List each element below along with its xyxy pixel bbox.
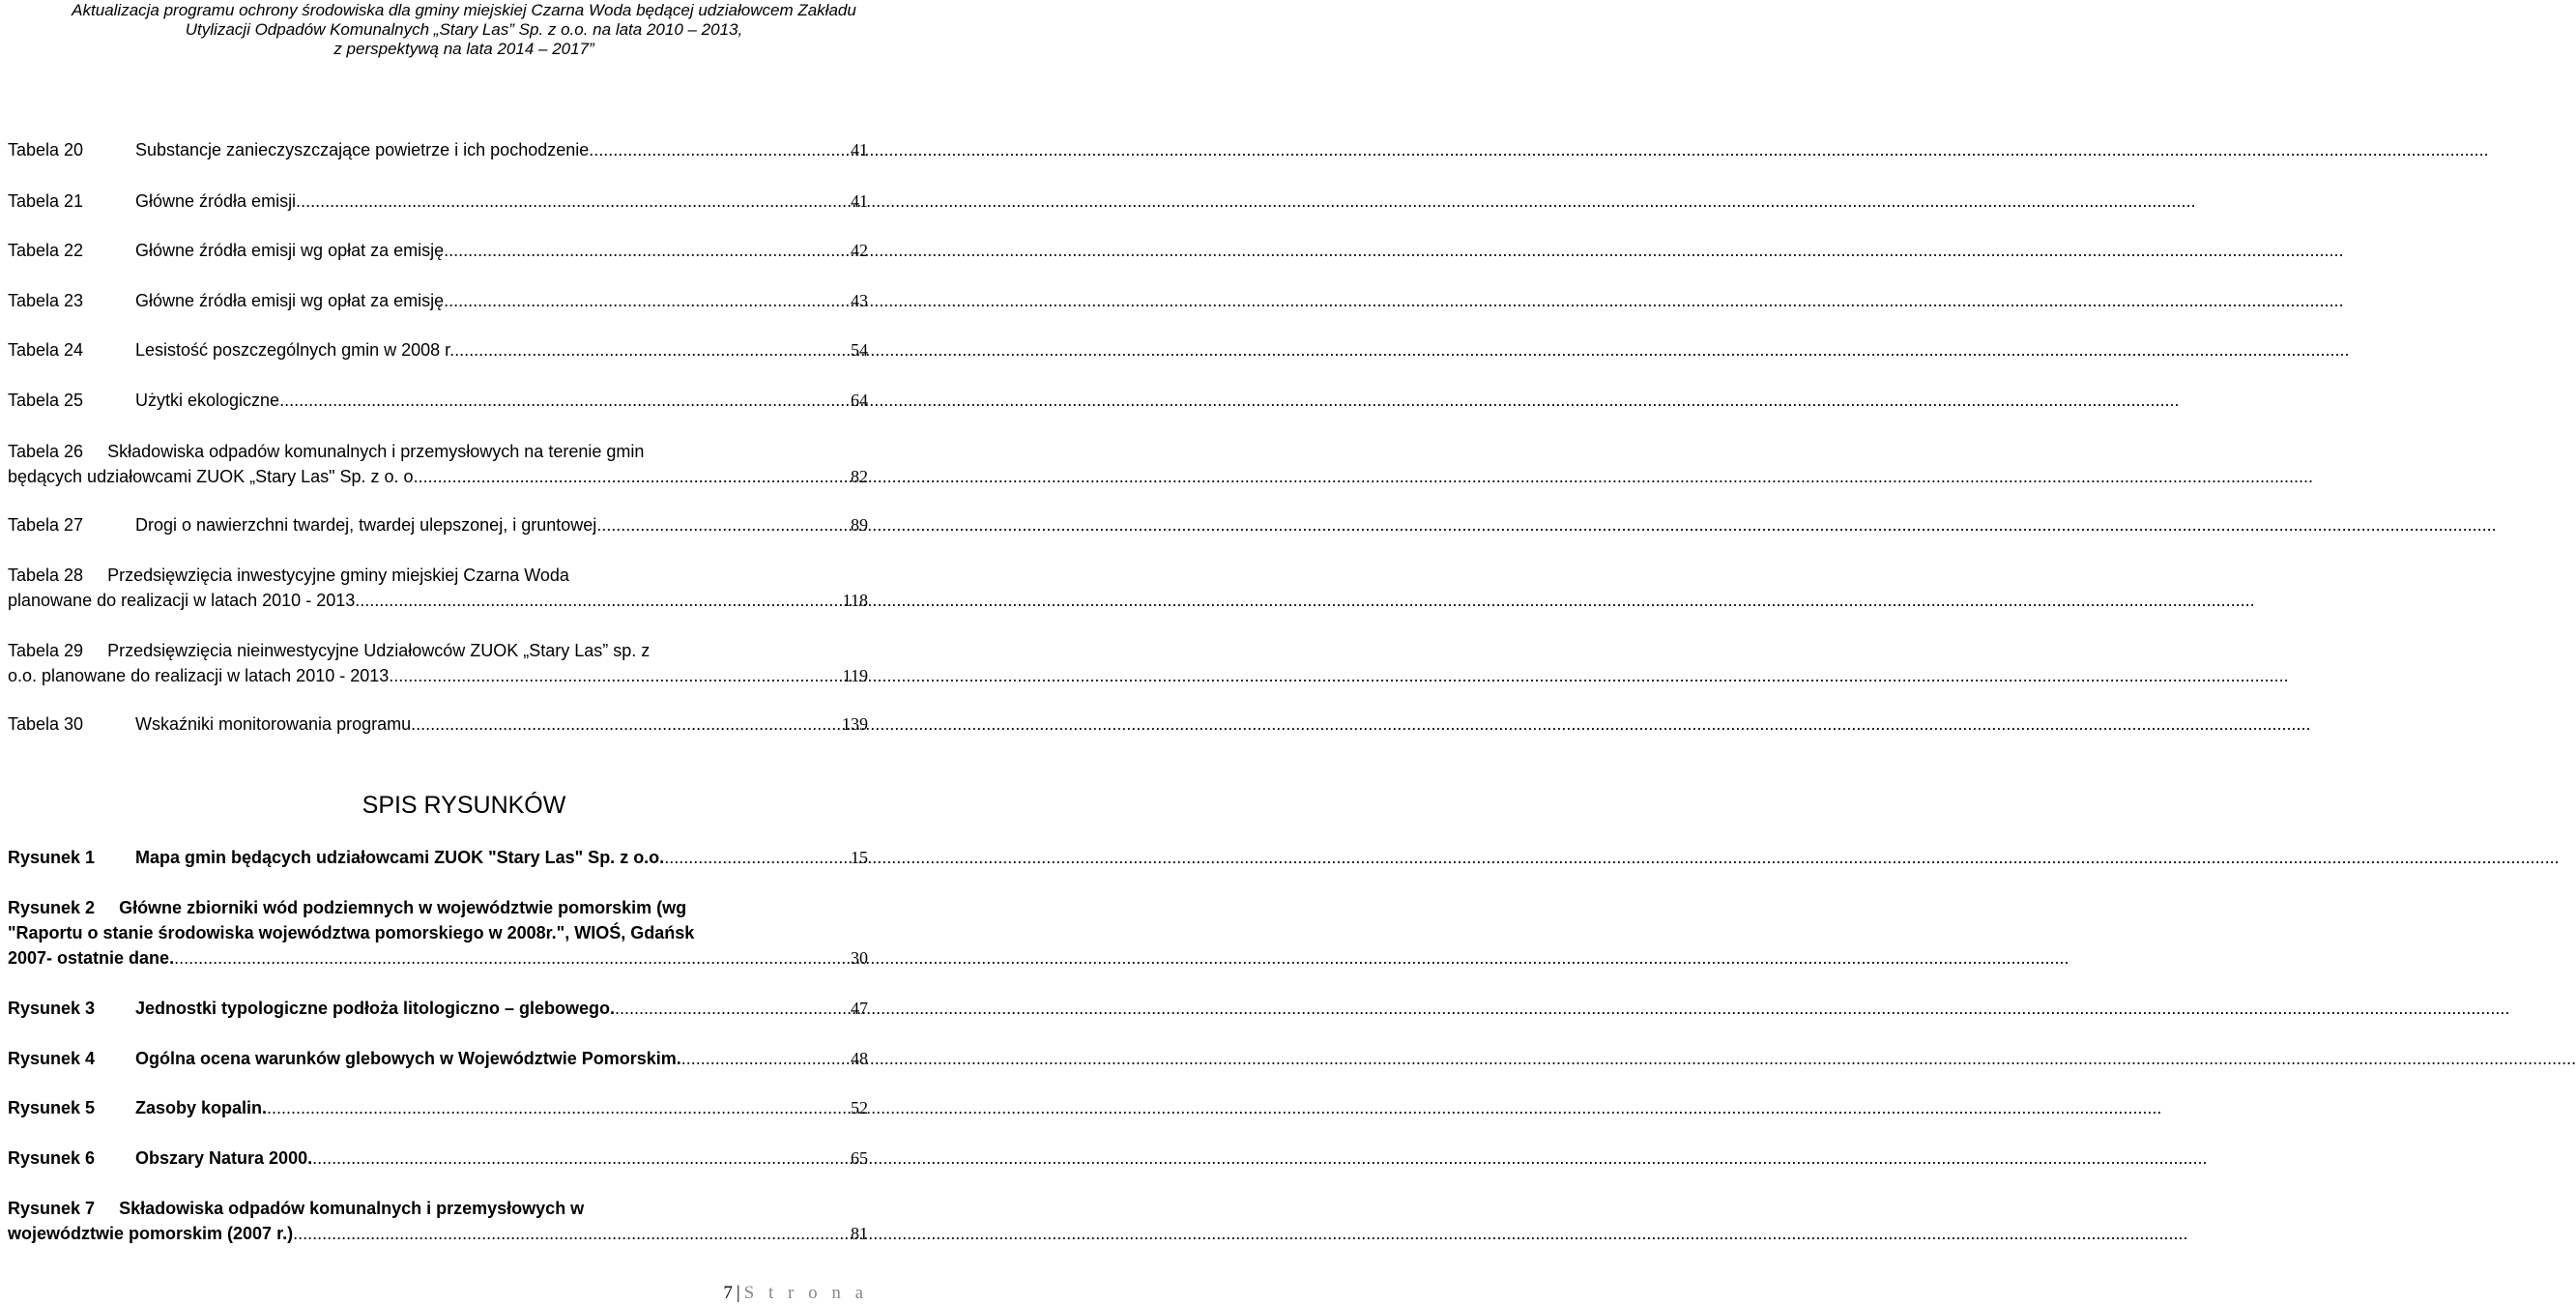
dot-leader — [681, 1046, 851, 1071]
entry-label: Tabela 24 — [8, 340, 84, 360]
toc-entry-table-26[interactable] — [8, 439, 868, 489]
entry-label: Tabela 27 — [8, 515, 84, 535]
entry-page: 48 — [851, 1049, 868, 1068]
toc-entry-table-28[interactable] — [8, 563, 868, 613]
dot-leader — [419, 464, 851, 489]
entry-title: Przedsięwzięcia inwestycyjne gminy miejskiej Czarna Woda — [107, 566, 569, 585]
dot-leader — [393, 663, 842, 688]
dot-leader — [293, 1221, 851, 1246]
toc-entry-figure-5[interactable] — [8, 1095, 868, 1120]
dot-leader — [284, 388, 851, 413]
dot-leader — [312, 1146, 851, 1171]
entry-page: 64 — [851, 391, 868, 410]
dot-leader — [601, 512, 851, 537]
entry-first-line — [8, 1196, 868, 1221]
entry-label: Tabela 30 — [8, 714, 84, 734]
entry-title-continued: województwie pomorskim (2007 r.) — [8, 1224, 294, 1243]
entry-title: Główne źródła emisji wg opłat za emisję. — [135, 241, 449, 260]
entry-label: Tabela 20 — [8, 140, 84, 160]
entry-first-line — [8, 563, 868, 588]
entry-page: 119 — [842, 666, 868, 685]
page-footer — [0, 1282, 868, 1305]
toc-entry-table-24[interactable] — [8, 337, 868, 362]
entry-title: Główne źródła emisji wg opłat za emisję. — [135, 291, 449, 310]
header-line-1: Aktualizacja programu ochrony środowiska dla gminy miejskiej Czarna Woda będącej udziałowcem Zakładu — [72, 1, 856, 19]
entry-page: 43 — [851, 291, 868, 310]
entry-page: 82 — [851, 467, 868, 486]
entry-title: Mapa gmin będących udziałowcami ZUOK "Stary Las" Sp. z o.o. — [135, 848, 665, 867]
entry-page: 54 — [851, 340, 868, 360]
entry-label: Tabela 23 — [8, 291, 84, 310]
entry-title: Główne źródła emisji. — [135, 191, 302, 211]
entry-title: Jednostki typologiczne podłoża litologiczno – glebowego. — [135, 999, 616, 1018]
toc-entry-table-20[interactable] — [8, 137, 868, 162]
toc-entry-table-23[interactable] — [8, 288, 868, 313]
entry-label: Rysunek 7 — [8, 1199, 96, 1218]
entry-page: 52 — [851, 1098, 868, 1117]
entry-page: 41 — [851, 140, 868, 160]
toc-entry-figure-1[interactable] — [8, 845, 868, 870]
entry-label: Tabela 26 — [8, 442, 84, 461]
entry-label: Rysunek 6 — [8, 1148, 96, 1168]
toc-entry-table-30[interactable] — [8, 711, 868, 737]
entry-page: 65 — [851, 1148, 868, 1168]
entry-first-line — [8, 638, 868, 663]
entry-title: Wskaźniki monitorowania programu. — [135, 714, 417, 734]
entry-label: Rysunek 2 — [8, 898, 96, 917]
entry-title: Składowiska odpadów komunalnych i przemysłowych w — [119, 1199, 585, 1218]
dot-leader — [664, 845, 851, 870]
header-line-3: z perspektywą na lata 2014 – 2017” — [333, 40, 594, 58]
entry-title: Przedsięwzięcia nieinwestycyjne Udziałowców ZUOK „Stary Las” sp. z — [107, 641, 651, 660]
entry-title-continued: o.o. planowane do realizacji w latach 2010 - 2013. — [8, 666, 394, 685]
entry-label: Rysunek 1 — [8, 848, 96, 867]
entry-page: 42 — [851, 241, 868, 260]
dot-leader — [593, 137, 851, 162]
toc-entry-table-21[interactable] — [8, 188, 868, 214]
entry-first-line — [8, 439, 868, 464]
dot-leader — [615, 996, 851, 1021]
entry-title: Ogólna ocena warunków glebowych w Województwie Pomorskim. — [135, 1049, 681, 1068]
dot-leader — [454, 337, 851, 362]
toc-entry-table-25[interactable] — [8, 388, 868, 413]
entry-title-continued: "Raportu o stanie środowiska województwa pomorskiego w 2008r.", WIOŚ, Gdańsk — [8, 923, 695, 942]
dot-leader — [174, 945, 851, 971]
entry-title: Obszary Natura 2000. — [135, 1148, 313, 1168]
page-number: 7 — [723, 1283, 733, 1303]
entry-title-continued-2: 2007- ostatnie dane. — [8, 948, 175, 968]
entry-page: 89 — [851, 515, 868, 535]
entry-label: Tabela 29 — [8, 641, 84, 660]
dot-leader — [360, 588, 842, 613]
entry-page: 47 — [851, 999, 868, 1018]
entry-label: Tabela 21 — [8, 191, 84, 211]
page-word: S t r o n a — [743, 1283, 868, 1303]
entry-page: 118 — [842, 591, 868, 610]
entry-title: Główne zbiorniki wód podziemnych w województwie pomorskim (wg — [119, 898, 687, 917]
dot-leader — [416, 711, 842, 737]
toc-entry-table-27[interactable] — [8, 512, 868, 537]
entry-title: Drogi o nawierzchni twardej, twardej ulepszonej, i gruntowej. — [135, 515, 602, 535]
entry-label: Rysunek 3 — [8, 999, 96, 1018]
entry-label: Rysunek 4 — [8, 1049, 96, 1068]
toc-entry-table-29[interactable] — [8, 638, 868, 688]
entry-title-continued: planowane do realizacji w latach 2010 - 2013. — [8, 591, 361, 610]
toc-entry-figure-3[interactable] — [8, 996, 868, 1021]
dot-leader — [267, 1095, 851, 1120]
dot-leader — [449, 288, 851, 313]
entry-title: Lesistość poszczególnych gmin w 2008 r. — [135, 340, 455, 360]
toc-entry-figure-4[interactable] — [8, 1046, 868, 1071]
entry-first-line — [8, 895, 868, 920]
entry-page: 30 — [851, 948, 868, 968]
entry-title: Zasoby kopalin. — [135, 1098, 268, 1117]
entry-label: Rysunek 5 — [8, 1098, 96, 1117]
entry-title: Substancje zanieczyszczające powietrze i ich pochodzenie. — [135, 140, 594, 160]
figures-heading: SPIS RYSUNKÓW — [362, 792, 566, 819]
entry-page: 139 — [842, 714, 868, 734]
entry-label: Tabela 25 — [8, 391, 84, 410]
toc-entry-table-22[interactable] — [8, 238, 868, 263]
entry-label: Tabela 22 — [8, 241, 84, 260]
entry-page: 41 — [851, 191, 868, 211]
dot-leader — [449, 238, 851, 263]
toc-entry-figure-7[interactable] — [8, 1196, 868, 1246]
footer-separator: | — [736, 1283, 740, 1303]
entry-label: Tabela 28 — [8, 566, 84, 585]
toc-entry-figure-6[interactable] — [8, 1146, 868, 1171]
entry-title: Użytki ekologiczne. — [135, 391, 285, 410]
entry-page: 81 — [851, 1224, 868, 1243]
toc-entry-figure-2[interactable] — [8, 895, 868, 971]
header-line-2: Utylizacji Odpadów Komunalnych „Stary Las” Sp. z o.o. na lata 2010 – 2013, — [185, 20, 743, 39]
entry-title-continued: będących udziałowcami ZUOK „Stary Las" Sp. z o. o. — [8, 467, 419, 486]
entry-title: Składowiska odpadów komunalnych i przemysłowych na terenie gmin — [107, 442, 645, 461]
entry-page: 15 — [851, 848, 868, 867]
dot-leader — [301, 188, 851, 214]
